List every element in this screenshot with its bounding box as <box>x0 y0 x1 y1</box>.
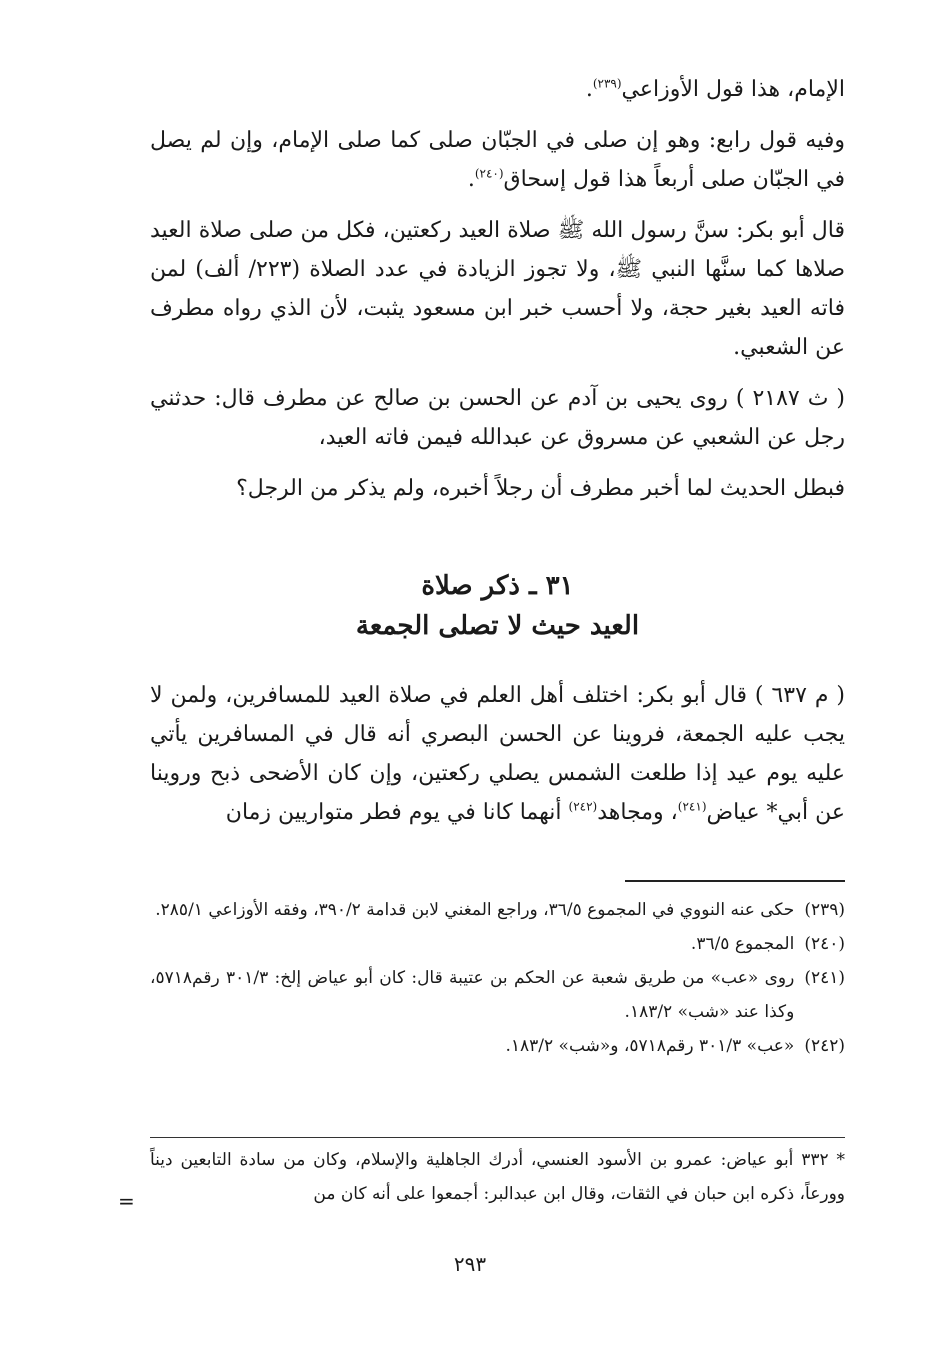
footnote-ref-241: (٢٤١) <box>677 799 707 814</box>
section-text-part-3: أنهما كانا في يوم فطر متواريين زمان <box>225 800 569 825</box>
footnote-ref-239: (٢٣٩) <box>592 76 622 91</box>
continuation-mark: = <box>118 1189 135 1213</box>
footnote-number: (٢٣٩) <box>804 900 845 920</box>
section-text-part-1: ( م ٦٣٧ ) قال أبو بكر: اختلف أهل العلم في صلاة العيد للمسافرين، ولمن لا يجب عليه الجمعة، فروينا عن الحسن البصري أنه قال في المسافرين يأتي عليه يوم عيد إذا طلعت الشمس يصلي ركعتين، وإن كان الأضحى ذبح وروينا عن أبي* عياض <box>150 683 846 825</box>
footnote-divider <box>625 880 845 882</box>
footnote-number: (٢٤٢) <box>804 1036 845 1056</box>
paragraph-2 <box>150 121 845 199</box>
section-text <box>150 676 845 832</box>
author-note: * ٣٣٢ أبو عياض: عمرو بن الأسود العنسي، أدرك الجاهلية والإسلام، وكان من سادة التابعين ديناً وورعاً، ذكره ابن حبان في الثقات، وقال ابن عبدالبر: أجمعوا على أنه كان من <box>150 1150 845 1204</box>
chapter-heading-line-1: ٣١ ـ ذكر صلاة <box>421 571 574 601</box>
footnote-241 <box>150 961 845 1029</box>
footnote-239 <box>150 893 845 927</box>
main-text <box>150 70 845 508</box>
paragraph-5: فبطل الحديث لما أخبر مطرف أن رجلاً أخبره، ولم يذكر من الرجل؟ <box>236 476 845 501</box>
footnote-240 <box>150 927 845 961</box>
footnote-text: المجموع ٣٦/٥. <box>690 934 795 954</box>
chapter-heading-line-2: العيد حيث لا تصلى الجمعة <box>355 611 640 641</box>
paragraph-1 <box>150 70 845 109</box>
paragraph-2-text: وفيه قول رابع: وهو إن صلى في الجبّان صلى كما صلى الإمام، وإن لم يصل في الجبّان صلى أربعاً هذا قول إسحاق <box>150 128 845 192</box>
footnote-242 <box>150 1029 845 1063</box>
footnote-number: (٢٤٠) <box>804 934 845 954</box>
footnote-text: روى «عب» من طريق شعبة عن الحكم بن عتيبة قال: كان أبو عياض إلخ: ٣٠١/٣ رقم٥٧١٨، وكذا عند «شب» ١٨٣/٢. <box>150 968 795 1022</box>
footnote-ref-240: (٢٤٠) <box>474 166 504 181</box>
paragraph-2-end: . <box>467 167 475 192</box>
footnote-ref-242: (٢٤٢) <box>568 799 598 814</box>
paragraph-1-end: . <box>585 77 593 102</box>
page-number: ٢٩٣ <box>453 1252 487 1276</box>
section-text-part-2: ، ومجاهد <box>597 800 678 825</box>
page-body <box>150 70 845 832</box>
section-paragraph <box>150 676 845 832</box>
author-note-divider <box>150 1137 845 1138</box>
footnote-number: (٢٤١) <box>804 968 845 988</box>
footnotes <box>150 893 845 1063</box>
paragraph-1-text: الإمام، هذا قول الأوزاعي <box>621 77 845 102</box>
chapter-heading <box>150 566 845 646</box>
footnote-text: حكى عنه النووي في المجموع ٣٦/٥، وراجع المغني لابن قدامة ٣٩٠/٢، وفقه الأوزاعي ٢٨٥/١. <box>155 900 795 920</box>
paragraph-4: ( ث ٢١٨٧ ) روى يحيى بن آدم عن الحسن بن صالح عن مطرف قال: حدثني رجل عن الشعبي عن مسروق عن عبدالله فيمن فاته العيد، <box>150 386 845 450</box>
paragraph-3: قال أبو بكر: سنَّ رسول الله ﷺ صلاة العيد ركعتين، فكل من صلى صلاة العيد صلاها كما سنَّها النبي ﷺ، ولا تجوز الزيادة في عدد الصلاة (٢٢٣/ ألف) لمن فاته العيد بغير حجة، ولا أحسب خبر ابن مسعود يثبت، لأن الذي رواه مطرف عن الشعبي. <box>150 218 846 360</box>
footnote-text: «عب» ٣٠١/٣ رقم٥٧١٨، و«شب» ١٨٣/٢. <box>505 1036 795 1056</box>
